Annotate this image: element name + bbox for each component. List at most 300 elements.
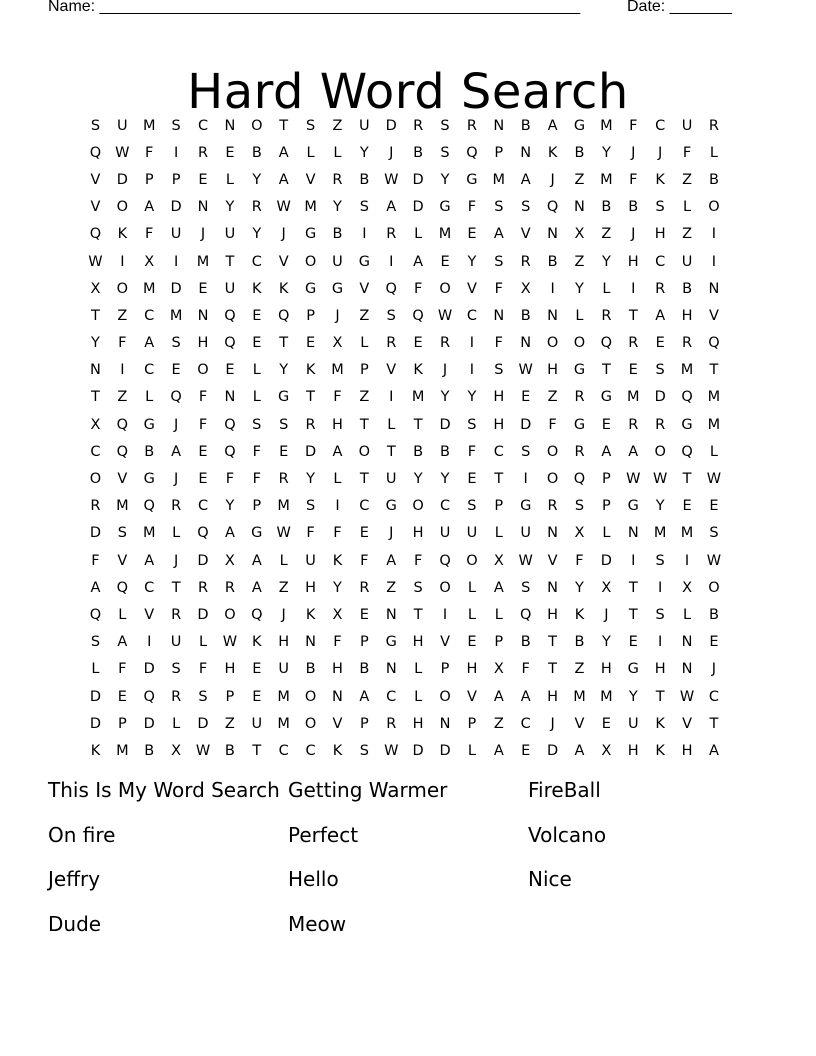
grid-letter: F: [467, 443, 477, 460]
grid-letter: L: [467, 606, 476, 623]
grid-letter: C: [90, 443, 101, 460]
word-list-item: Jeffry: [48, 867, 101, 891]
grid-letter: G: [278, 389, 290, 406]
grid-letter: E: [709, 634, 719, 651]
grid-letter: N: [197, 199, 209, 216]
grid-letter: L: [279, 552, 288, 569]
grid-letter: Z: [386, 579, 397, 596]
grid-letter: N: [547, 579, 559, 596]
grid-letter: N: [547, 525, 559, 542]
grid-letter: B: [628, 199, 639, 216]
grid-letter: Z: [547, 389, 558, 406]
grid-letter: D: [439, 742, 451, 759]
grid-letter: L: [709, 443, 718, 460]
grid-letter: T: [682, 471, 692, 488]
grid-letter: E: [359, 525, 369, 542]
grid-letter: G: [573, 117, 586, 134]
grid-letter: R: [466, 117, 477, 134]
date-field-line[interactable]: Date: _______: [627, 0, 732, 15]
grid-letter: R: [439, 335, 451, 352]
grid-letter: Y: [252, 226, 262, 243]
grid-letter: J: [173, 471, 179, 488]
grid-letter: Y: [601, 634, 611, 651]
grid-letter: D: [197, 606, 209, 623]
grid-letter: N: [547, 307, 559, 324]
grid-letter: Q: [143, 688, 155, 705]
grid-letter: A: [117, 634, 128, 651]
grid-letter: O: [412, 498, 424, 515]
grid-letter: E: [252, 688, 262, 705]
grid-letter: L: [467, 742, 476, 759]
grid-letter: A: [332, 443, 343, 460]
grid-letter: V: [466, 688, 477, 705]
grid-letter: Y: [440, 389, 450, 406]
grid-letter: S: [198, 688, 208, 705]
grid-letter: Z: [682, 171, 692, 188]
grid-letter: Y: [413, 471, 423, 488]
grid-letter: R: [278, 471, 289, 488]
grid-letter: L: [414, 688, 423, 705]
grid-letter: W: [437, 307, 453, 324]
grid-letter: D: [89, 715, 102, 732]
grid-letter: H: [681, 742, 693, 759]
grid-letter: K: [332, 742, 343, 759]
grid-letter: C: [359, 498, 370, 515]
grid-letter: D: [439, 416, 451, 433]
grid-letter: W: [88, 253, 103, 270]
grid-letter: E: [252, 661, 262, 678]
grid-letter: F: [333, 634, 342, 651]
grid-letter: L: [225, 171, 234, 188]
grid-letter: T: [655, 688, 665, 705]
grid-letter: Q: [385, 280, 397, 297]
grid-letter: S: [655, 199, 665, 216]
grid-letter: T: [386, 443, 396, 460]
grid-letter: W: [384, 742, 399, 759]
grid-letter: P: [117, 715, 127, 732]
grid-letter: T: [225, 253, 235, 270]
grid-letter: A: [224, 525, 235, 542]
grid-letter: O: [546, 335, 559, 352]
grid-letter: Y: [333, 579, 342, 596]
grid-letter: Z: [493, 715, 504, 732]
grid-letter: D: [143, 661, 155, 678]
grid-letter: D: [170, 280, 182, 297]
grid-letter: G: [358, 253, 370, 270]
grid-letter: H: [493, 389, 505, 406]
grid-letter: N: [681, 634, 693, 651]
grid-letter: N: [708, 280, 720, 297]
grid-letter: L: [333, 144, 342, 161]
grid-letter: C: [278, 742, 289, 759]
word-list-item: On fire: [48, 822, 116, 847]
grid-letter: Q: [224, 307, 236, 324]
grid-letter: C: [305, 742, 316, 759]
grid-letter: G: [573, 362, 586, 379]
grid-letter: W: [518, 362, 533, 379]
grid-letter: A: [171, 443, 182, 460]
grid-letter: N: [520, 335, 532, 352]
grid-letter: C: [493, 443, 504, 460]
grid-letter: O: [466, 552, 478, 569]
grid-letter: T: [548, 661, 558, 678]
grid-letter: Q: [708, 335, 720, 352]
grid-letter: A: [90, 579, 101, 596]
grid-letter: M: [707, 416, 721, 433]
grid-letter: R: [359, 579, 370, 596]
grid-letter: S: [117, 525, 127, 542]
grid-letter: P: [171, 171, 181, 188]
grid-letter: I: [631, 552, 636, 569]
grid-letter: Q: [116, 443, 129, 460]
grid-letter: X: [332, 606, 343, 623]
grid-letter: O: [546, 443, 559, 460]
grid-letter: E: [225, 144, 235, 161]
grid-letter: L: [682, 199, 692, 216]
grid-letter: E: [117, 688, 127, 705]
grid-letter: Z: [682, 226, 692, 243]
grid-letter: P: [440, 661, 450, 678]
grid-letter: V: [117, 552, 128, 569]
grid-letter: S: [305, 498, 316, 515]
grid-letter: K: [117, 226, 128, 243]
grid-letter: L: [494, 525, 503, 542]
grid-letter: O: [546, 471, 559, 488]
grid-letter: D: [385, 117, 397, 134]
grid-row: [82, 112, 727, 139]
grid-letter: R: [682, 335, 693, 352]
grid-letter: W: [679, 688, 695, 705]
grid-letter: O: [116, 199, 129, 216]
grid-letter: V: [305, 171, 316, 188]
grid-letter: M: [277, 688, 290, 705]
grid-letter: U: [385, 471, 397, 488]
grid-letter: N: [547, 226, 559, 243]
grid-letter: T: [359, 416, 369, 433]
grid-letter: F: [198, 416, 208, 433]
grid-letter: P: [467, 715, 477, 732]
grid-letter: S: [171, 117, 181, 134]
grid-letter: I: [469, 335, 475, 352]
grid-letter: V: [682, 715, 692, 732]
grid-letter: T: [91, 389, 100, 406]
grid-letter: O: [116, 280, 129, 297]
grid-letter: T: [601, 362, 611, 379]
grid-letter: L: [252, 362, 261, 379]
grid-letter: F: [225, 471, 235, 488]
grid-letter: B: [520, 307, 531, 324]
grid-letter: Y: [306, 471, 315, 488]
grid-letter: H: [305, 579, 317, 596]
grid-letter: J: [335, 307, 340, 324]
grid-letter: O: [708, 579, 720, 596]
grid-letter: F: [360, 552, 369, 569]
grid-letter: U: [681, 117, 693, 134]
grid-letter: U: [627, 715, 639, 732]
grid-letter: J: [550, 715, 555, 732]
grid-letter: B: [413, 144, 424, 161]
grid-letter: P: [601, 471, 611, 488]
grid-letter: X: [574, 525, 585, 542]
grid-letter: Y: [359, 144, 369, 161]
grid-letter: F: [333, 389, 342, 406]
grid-row: [82, 275, 727, 302]
grid-letter: H: [681, 307, 693, 324]
grid-letter: Q: [89, 144, 102, 161]
grid-letter: Q: [197, 525, 209, 542]
grid-letter: N: [332, 688, 343, 705]
grid-letter: U: [170, 634, 182, 651]
grid-letter: Q: [681, 389, 693, 406]
grid-letter: M: [169, 307, 183, 324]
grid-letter: R: [574, 389, 585, 406]
grid-letter: R: [708, 117, 719, 134]
grid-letter: K: [655, 715, 665, 732]
letter-grid: [82, 112, 727, 765]
grid-letter: V: [547, 552, 558, 569]
grid-letter: T: [628, 606, 638, 623]
grid-letter: U: [681, 253, 693, 270]
grid-letter: S: [386, 307, 396, 324]
grid-letter: O: [708, 199, 720, 216]
grid-letter: Y: [467, 253, 477, 270]
grid-letter: A: [493, 579, 504, 596]
grid-letter: T: [709, 362, 719, 379]
grid-letter: M: [116, 498, 129, 515]
grid-letter: Z: [117, 389, 128, 406]
grid-letter: J: [281, 226, 286, 243]
grid-letter: E: [279, 443, 289, 460]
grid-letter: N: [627, 525, 639, 542]
grid-letter: D: [143, 715, 155, 732]
grid-letter: Q: [251, 606, 263, 623]
grid-letter: A: [278, 171, 289, 188]
grid-letter: Y: [91, 335, 100, 352]
grid-letter: F: [494, 280, 503, 297]
grid-letter: Z: [574, 171, 585, 188]
grid-letter: L: [172, 715, 181, 732]
grid-letter: T: [548, 634, 558, 651]
grid-letter: K: [655, 742, 665, 759]
grid-letter: F: [252, 443, 261, 460]
grid-row: [82, 302, 727, 329]
grid-letter: Y: [225, 498, 235, 515]
grid-letter: R: [574, 443, 585, 460]
grid-letter: A: [574, 742, 585, 759]
grid-letter: I: [711, 226, 717, 243]
grid-letter: F: [629, 117, 638, 134]
grid-letter: Z: [359, 307, 370, 324]
grid-letter: N: [681, 661, 693, 678]
word-list-item: Nice: [528, 867, 572, 891]
grid-letter: U: [224, 226, 236, 243]
grid-letter: K: [90, 742, 101, 759]
grid-letter: R: [171, 606, 182, 623]
grid-letter: V: [90, 199, 101, 216]
grid-letter: T: [494, 471, 504, 488]
grid-letter: K: [252, 634, 262, 651]
grid-letter: J: [550, 171, 555, 188]
grid-letter: F: [548, 416, 557, 433]
grid-letter: I: [362, 226, 367, 243]
grid-letter: R: [628, 335, 639, 352]
grid-letter: F: [333, 525, 342, 542]
grid-letter: C: [197, 498, 209, 515]
grid-letter: D: [547, 742, 559, 759]
grid-letter: V: [520, 226, 531, 243]
grid-letter: X: [90, 416, 101, 433]
grid-letter: I: [658, 579, 663, 596]
grid-letter: M: [142, 280, 156, 297]
grid-letter: T: [306, 389, 315, 406]
grid-letter: K: [332, 552, 343, 569]
grid-letter: B: [144, 742, 155, 759]
grid-letter: Q: [546, 199, 559, 216]
grid-letter: Y: [279, 362, 289, 379]
grid-letter: R: [171, 688, 182, 705]
grid-letter: O: [358, 443, 371, 460]
grid-letter: E: [601, 416, 611, 433]
grid-letter: R: [171, 498, 182, 515]
grid-letter: H: [332, 416, 343, 433]
grid-letter: C: [144, 307, 155, 324]
grid-letter: S: [252, 416, 262, 433]
grid-letter: I: [523, 471, 528, 488]
grid-letter: A: [359, 688, 370, 705]
grid-letter: M: [331, 362, 344, 379]
grid-letter: A: [628, 443, 639, 460]
grid-letter: C: [197, 117, 209, 134]
grid-letter: R: [224, 579, 235, 596]
grid-letter: V: [440, 634, 450, 651]
grid-letter: X: [224, 552, 235, 569]
grid-letter: H: [197, 335, 209, 352]
grid-letter: M: [707, 389, 721, 406]
grid-letter: D: [412, 199, 424, 216]
grid-letter: N: [520, 144, 532, 161]
grid-letter: A: [413, 253, 424, 270]
grid-letter: C: [439, 498, 451, 515]
grid-letter: P: [144, 171, 154, 188]
grid-letter: E: [521, 389, 531, 406]
grid-letter: E: [467, 471, 477, 488]
grid-letter: T: [252, 742, 262, 759]
grid-letter: J: [281, 606, 286, 623]
grid-letter: E: [252, 307, 262, 324]
grid-letter: I: [711, 253, 717, 270]
grid-letter: F: [252, 471, 261, 488]
grid-letter: J: [604, 606, 609, 623]
grid-row: [82, 547, 727, 574]
grid-letter: S: [467, 416, 477, 433]
grid-letter: V: [144, 606, 155, 623]
grid-letter: P: [494, 634, 504, 651]
grid-letter: F: [413, 280, 423, 297]
grid-letter: X: [601, 742, 612, 759]
grid-letter: G: [627, 498, 639, 515]
grid-letter: R: [332, 171, 343, 188]
grid-letter: M: [142, 117, 156, 134]
word-list-item: Hello: [288, 867, 339, 891]
grid-letter: E: [359, 606, 369, 623]
word-list-item: This Is My Word Search: [48, 778, 280, 802]
grid-letter: C: [144, 362, 155, 379]
grid-letter: C: [708, 688, 719, 705]
grid-letter: L: [145, 389, 154, 406]
grid-letter: Z: [332, 117, 343, 134]
grid-letter: U: [117, 117, 128, 134]
grid-letter: G: [681, 416, 693, 433]
grid-letter: E: [655, 335, 665, 352]
grid-letter: B: [601, 199, 612, 216]
grid-letter: U: [224, 280, 236, 297]
grid-letter: B: [547, 253, 558, 270]
grid-letter: I: [658, 634, 663, 651]
grid-letter: S: [171, 335, 181, 352]
grid-letter: Q: [116, 416, 129, 433]
grid-letter: Q: [439, 552, 451, 569]
grid-letter: T: [91, 307, 100, 324]
word-list-item: FireBall: [528, 778, 601, 802]
grid-letter: M: [116, 742, 129, 759]
grid-letter: P: [359, 715, 369, 732]
grid-letter: O: [654, 443, 666, 460]
grid-letter: A: [547, 117, 558, 134]
grid-letter: K: [574, 606, 585, 623]
grid-row: [82, 629, 727, 656]
grid-letter: L: [414, 661, 423, 678]
grid-row: [82, 248, 727, 275]
grid-letter: H: [466, 661, 478, 678]
grid-letter: T: [709, 715, 719, 732]
grid-row: [82, 465, 727, 492]
grid-letter: S: [440, 117, 450, 134]
grid-letter: O: [197, 362, 209, 379]
grid-letter: X: [520, 280, 531, 297]
grid-letter: S: [359, 199, 369, 216]
grid-letter: A: [520, 171, 531, 188]
grid-letter: W: [518, 552, 533, 569]
grid-letter: S: [494, 362, 504, 379]
grid-letter: V: [332, 715, 343, 732]
grid-letter: W: [652, 471, 668, 488]
grid-letter: T: [171, 579, 181, 596]
grid-letter: D: [412, 742, 424, 759]
grid-letter: E: [171, 362, 181, 379]
word-list-item: Meow: [288, 911, 347, 936]
grid-letter: F: [494, 335, 503, 352]
grid-letter: T: [359, 471, 369, 488]
grid-letter: R: [386, 226, 397, 243]
grid-letter: T: [279, 335, 289, 352]
word-list-item: Dude: [48, 911, 102, 936]
grid-letter: L: [252, 389, 261, 406]
grid-letter: W: [222, 634, 238, 651]
grid-letter: J: [173, 552, 179, 569]
grid-row: [82, 166, 727, 193]
grid-letter: E: [628, 634, 638, 651]
name-field-line[interactable]: Name: ______________________________________________________: [48, 0, 581, 15]
grid-letter: I: [120, 362, 125, 379]
grid-letter: S: [413, 579, 423, 596]
grid-letter: E: [601, 715, 611, 732]
grid-letter: Z: [574, 253, 585, 270]
grid-row: [82, 194, 727, 221]
grid-letter: J: [389, 144, 394, 161]
grid-letter: I: [173, 144, 179, 161]
grid-letter: B: [144, 443, 155, 460]
grid-letter: E: [682, 498, 692, 515]
